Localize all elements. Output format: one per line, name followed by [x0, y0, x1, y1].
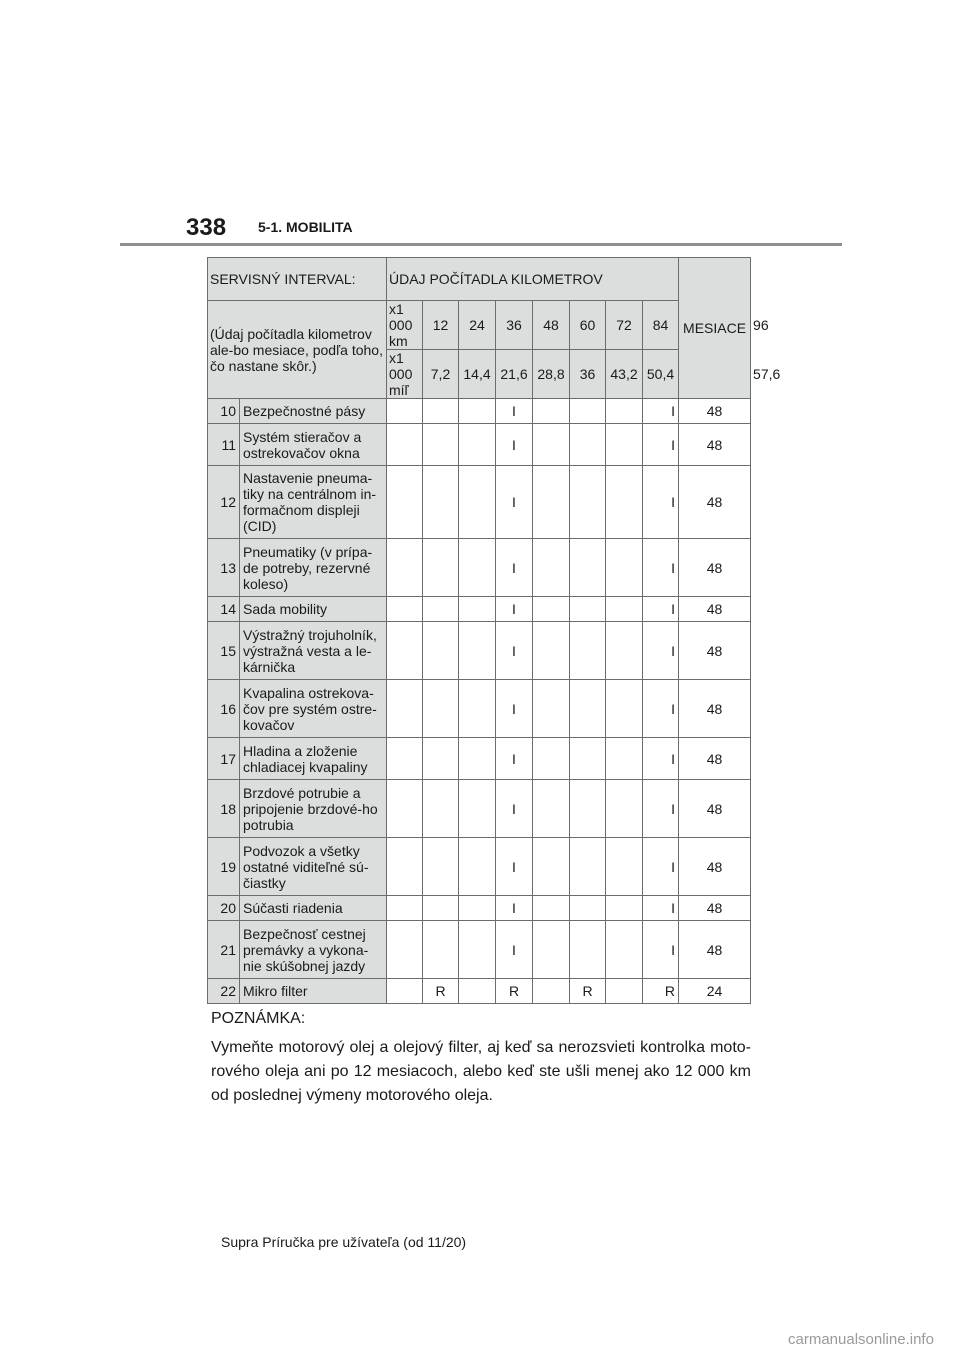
table-row	[208, 921, 751, 979]
miles-value: 36	[570, 350, 606, 399]
interval-cell	[387, 838, 423, 896]
table-row	[208, 424, 751, 466]
interval-cell	[606, 780, 643, 838]
row-item-name: Výstražný trojuholník, výstražná vesta a le-kárnička	[240, 622, 387, 680]
interval-cell	[459, 896, 496, 921]
months-value: 48	[679, 680, 751, 738]
interval-cell: I	[643, 780, 679, 838]
interval-cell: I	[496, 896, 533, 921]
odometer-header: ÚDAJ POČÍTADLA KILOMETROV	[387, 258, 679, 301]
interval-cell	[606, 979, 643, 1004]
interval-cell	[533, 622, 570, 680]
interval-cell: I	[643, 738, 679, 780]
interval-cell: I	[496, 424, 533, 466]
page-number: 338	[186, 214, 227, 241]
interval-cell	[570, 896, 606, 921]
interval-cell	[533, 399, 570, 424]
row-number: 20	[208, 896, 240, 921]
interval-cell	[570, 399, 606, 424]
interval-cell: I	[496, 838, 533, 896]
interval-cell	[570, 921, 606, 979]
miles-value: 7,2	[423, 350, 459, 399]
interval-cell	[606, 921, 643, 979]
interval-cell	[459, 597, 496, 622]
interval-cell	[387, 424, 423, 466]
interval-cell	[570, 838, 606, 896]
row-item-name: Bezpečnosť cestnej premávky a vykona-nie skúšobnej jazdy	[240, 921, 387, 979]
interval-cell: I	[496, 466, 533, 539]
km-unit-label: x1 000 km	[387, 301, 423, 350]
interval-cell	[570, 680, 606, 738]
interval-cell: R	[496, 979, 533, 1004]
interval-cell	[387, 979, 423, 1004]
interval-cell	[533, 466, 570, 539]
interval-cell	[606, 738, 643, 780]
interval-cell	[423, 738, 459, 780]
row-number: 18	[208, 780, 240, 838]
table-row	[208, 466, 751, 539]
months-value: 48	[679, 539, 751, 597]
interval-cell	[423, 424, 459, 466]
maintenance-table: SERVISNÝ INTERVAL: ÚDAJ POČÍTADLA KILOMETROV MESIACE (Údaj počítadla kilometrov ale-bo mesiace, podľa toho, čo nastane skôr.) x1 000 km 12 24 36 48 60 72 84 96 x1 000 míľ 7,2 14,4 21,6 28,8 36 43,2 50,4 57,6 10 Bezpečnostné pásy I I 48 11 Systém stieračov a ostrekovačov okna I I 48 12 Nastavenie pneuma-tiky na centrálnom in-formačnom displeji (CID) I I 48 13 Pneumatiky (v prípa-de potreby, rezervné koleso) I I 48 14 Sada mobility I I 48 15 Výstražný trojuholník, výstražná vesta a le-kárnička I I 48 16 Kvapalina ostrekova-čov pre systém ostre-kovačov I I 48 17 Hladina a zloženie chladiacej kvapaliny I I 48 18 Brzdové potrubie a pripojenie brzdové-ho potrubia I I 48 19 Podvozok a všetky ostatné viditeľné sú-čiastky I I 48 20 Súčasti riadenia I I 48 21 Bezpečnosť cestnej premávky a vykona-nie skúšobnej jazdy I I 48 22 Mikro filter R R R R 24	[207, 257, 751, 1004]
interval-cell	[423, 780, 459, 838]
table-row	[208, 399, 751, 424]
interval-cell	[533, 597, 570, 622]
interval-cell	[387, 622, 423, 680]
interval-cell	[387, 738, 423, 780]
interval-cell: I	[643, 466, 679, 539]
months-value: 48	[679, 622, 751, 680]
footer-text: Supra Príručka pre užívateľa (od 11/20)	[221, 1234, 467, 1250]
interval-cell	[423, 622, 459, 680]
table-row	[208, 680, 751, 738]
interval-cell	[606, 680, 643, 738]
interval-cell	[459, 738, 496, 780]
row-number: 13	[208, 539, 240, 597]
interval-cell	[606, 466, 643, 539]
interval-cell: I	[643, 838, 679, 896]
note-title: POZNÁMKA:	[211, 1010, 306, 1027]
interval-cell: I	[643, 539, 679, 597]
interval-cell	[423, 838, 459, 896]
row-number: 14	[208, 597, 240, 622]
row-item-name: Súčasti riadenia	[240, 896, 387, 921]
interval-cell	[387, 896, 423, 921]
interval-cell	[533, 896, 570, 921]
months-header: MESIACE	[679, 258, 751, 399]
interval-cell	[533, 838, 570, 896]
km-value: 84	[643, 301, 679, 350]
months-value: 48	[679, 399, 751, 424]
row-item-name: Podvozok a všetky ostatné viditeľné sú-čiastky	[240, 838, 387, 896]
interval-cell: I	[643, 399, 679, 424]
interval-cell: I	[643, 622, 679, 680]
interval-cell: I	[643, 921, 679, 979]
miles-value: 21,6	[496, 350, 533, 399]
interval-cell	[570, 466, 606, 539]
row-item-name: Nastavenie pneuma-tiky na centrálnom in-formačnom displeji (CID)	[240, 466, 387, 539]
interval-cell	[459, 680, 496, 738]
months-value: 48	[679, 838, 751, 896]
months-value: 48	[679, 780, 751, 838]
months-value: 48	[679, 424, 751, 466]
interval-cell: I	[496, 399, 533, 424]
interval-cell	[570, 622, 606, 680]
interval-cell	[606, 838, 643, 896]
interval-cell	[459, 838, 496, 896]
interval-cell	[533, 738, 570, 780]
miles-value: 43,2	[606, 350, 643, 399]
months-value: 48	[679, 597, 751, 622]
interval-cell	[459, 539, 496, 597]
interval-cell: I	[496, 539, 533, 597]
interval-cell	[606, 896, 643, 921]
km-value: 48	[533, 301, 570, 350]
interval-cell	[423, 680, 459, 738]
row-number: 15	[208, 622, 240, 680]
interval-cell	[423, 539, 459, 597]
interval-cell	[459, 921, 496, 979]
km-value: 12	[423, 301, 459, 350]
row-number: 10	[208, 399, 240, 424]
interval-cell	[570, 597, 606, 622]
interval-cell: I	[496, 780, 533, 838]
months-value: 24	[679, 979, 751, 1004]
table-row	[208, 597, 751, 622]
interval-cell	[606, 424, 643, 466]
interval-cell	[459, 399, 496, 424]
row-number: 19	[208, 838, 240, 896]
table-row	[208, 979, 751, 1004]
row-item-name: Mikro filter	[240, 979, 387, 1004]
km-value: 36	[496, 301, 533, 350]
interval-cell	[459, 466, 496, 539]
service-interval-header: SERVISNÝ INTERVAL:	[208, 258, 387, 301]
row-item-name: Hladina a zloženie chladiacej kvapaliny	[240, 738, 387, 780]
interval-cell	[570, 424, 606, 466]
interval-cell: I	[496, 597, 533, 622]
interval-cell	[533, 979, 570, 1004]
interval-cell	[570, 738, 606, 780]
row-item-name: Brzdové potrubie a pripojenie brzdové-ho potrubia	[240, 780, 387, 838]
interval-cell: I	[643, 424, 679, 466]
row-item-name: Systém stieračov a ostrekovačov okna	[240, 424, 387, 466]
note-text: Vymeňte motorový olej a olejový filter, aj keď sa nerozsvieti kontrolka moto-rového oleja ani po 12 mesiacoch, alebo keď ste ušli menej ako 12 000 km od poslednej výmeny motorového oleja.	[211, 1039, 751, 1104]
row-number: 22	[208, 979, 240, 1004]
row-number: 16	[208, 680, 240, 738]
interval-cell: R	[643, 979, 679, 1004]
table-row	[208, 539, 751, 597]
table-row	[208, 896, 751, 921]
interval-cell: I	[643, 680, 679, 738]
interval-cell	[459, 622, 496, 680]
watermark: carmanualsonline.info	[788, 1331, 934, 1348]
km-value: 72	[606, 301, 643, 350]
row-item-name: Bezpečnostné pásy	[240, 399, 387, 424]
interval-cell	[423, 466, 459, 539]
interval-cell	[387, 680, 423, 738]
interval-cell	[423, 597, 459, 622]
interval-cell	[423, 399, 459, 424]
months-value: 48	[679, 921, 751, 979]
interval-cell: I	[643, 896, 679, 921]
interval-cell	[423, 896, 459, 921]
interval-note: (Údaj počítadla kilometrov ale-bo mesiace, podľa toho, čo nastane skôr.)	[208, 301, 387, 399]
interval-cell	[387, 780, 423, 838]
interval-cell	[606, 622, 643, 680]
interval-cell	[533, 680, 570, 738]
interval-cell: R	[570, 979, 606, 1004]
row-number: 21	[208, 921, 240, 979]
interval-cell	[387, 539, 423, 597]
interval-cell	[423, 921, 459, 979]
km-value: 60	[570, 301, 606, 350]
miles-value: 28,8	[533, 350, 570, 399]
table-row	[208, 738, 751, 780]
interval-cell	[459, 424, 496, 466]
interval-cell	[570, 539, 606, 597]
section-title: 5-1. MOBILITA	[258, 219, 353, 235]
interval-cell	[459, 979, 496, 1004]
miles-value: 14,4	[459, 350, 496, 399]
months-value: 48	[679, 466, 751, 539]
interval-cell	[533, 424, 570, 466]
interval-cell: I	[496, 921, 533, 979]
interval-cell	[387, 597, 423, 622]
interval-cell	[570, 780, 606, 838]
interval-cell	[606, 399, 643, 424]
interval-cell	[387, 921, 423, 979]
interval-cell: I	[496, 622, 533, 680]
interval-cell	[533, 539, 570, 597]
header-divider	[120, 243, 842, 246]
row-number: 17	[208, 738, 240, 780]
km-value: 24	[459, 301, 496, 350]
row-item-name: Kvapalina ostrekova-čov pre systém ostre-kovačov	[240, 680, 387, 738]
interval-cell	[459, 780, 496, 838]
row-item-name: Pneumatiky (v prípa-de potreby, rezervné koleso)	[240, 539, 387, 597]
months-value: 48	[679, 738, 751, 780]
interval-cell	[387, 466, 423, 539]
table-row	[208, 622, 751, 680]
miles-value: 50,4	[643, 350, 679, 399]
table-row	[208, 838, 751, 896]
table-row	[208, 780, 751, 838]
interval-cell	[606, 539, 643, 597]
interval-cell: I	[496, 680, 533, 738]
row-number: 11	[208, 424, 240, 466]
miles-unit-label: x1 000 míľ	[387, 350, 423, 399]
months-value: 48	[679, 896, 751, 921]
interval-cell	[606, 597, 643, 622]
interval-cell	[533, 780, 570, 838]
interval-cell	[533, 921, 570, 979]
row-number: 12	[208, 466, 240, 539]
interval-cell	[387, 399, 423, 424]
interval-cell: I	[496, 738, 533, 780]
interval-cell: R	[423, 979, 459, 1004]
row-item-name: Sada mobility	[240, 597, 387, 622]
interval-cell: I	[643, 597, 679, 622]
